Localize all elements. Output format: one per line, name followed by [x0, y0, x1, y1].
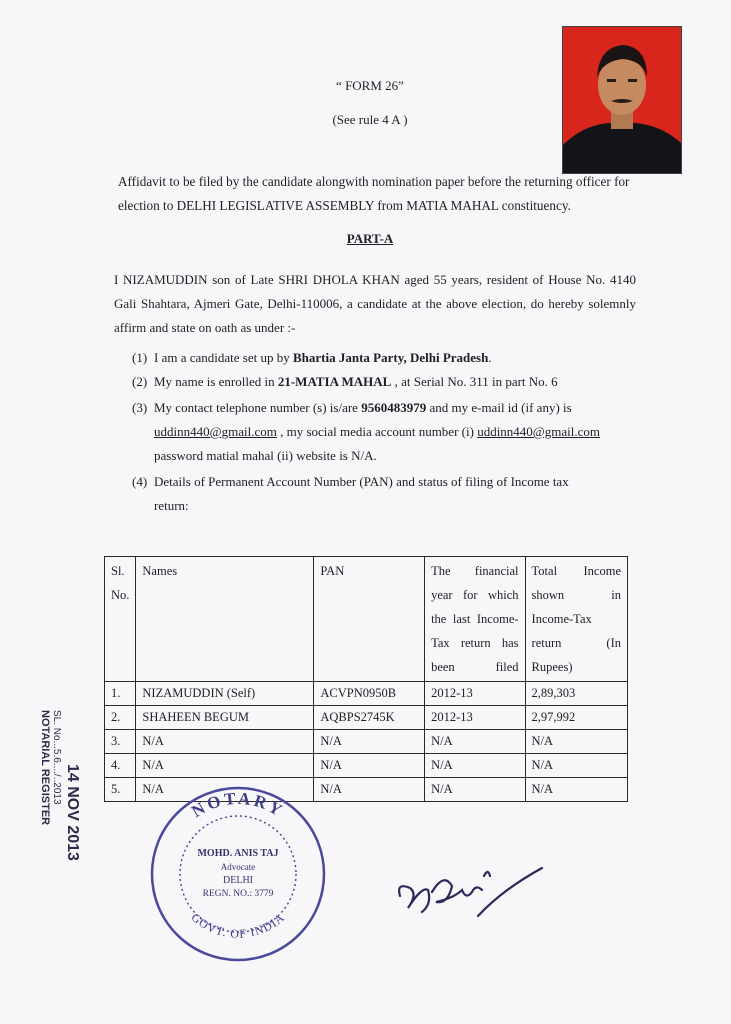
- cell-pan: N/A: [314, 754, 425, 778]
- social-media-link[interactable]: uddinn440@gmail.com: [477, 424, 601, 439]
- cell-name: N/A: [136, 754, 314, 778]
- col-sl-no: Sl. No.: [105, 557, 136, 682]
- party-name: Bhartia Janta Party, Delhi Pradesh: [292, 350, 489, 365]
- pan-details-table: [104, 556, 628, 802]
- list-item: (3) My contact telephone number (s) is/are 9560483979 and my e-mail id (if any) is: [132, 396, 632, 420]
- cell-sl: 5.: [105, 778, 136, 802]
- form-title: “ FORM 26”: [336, 78, 404, 93]
- cell-name: SHAHEEN BEGUM: [136, 706, 314, 730]
- candidate-photo: [562, 26, 682, 174]
- cell-income: 2,97,992: [525, 706, 627, 730]
- register-title: NOTARIAL REGISTER: [39, 710, 51, 826]
- table-row: [105, 706, 628, 730]
- seal-bottom-text: GOVT. OF INDIA: [188, 910, 288, 941]
- cell-sl: 2.: [105, 706, 136, 730]
- register-serial: SL. No...5.6..../..2013: [51, 710, 62, 805]
- cell-pan: ACVPN0950B: [314, 682, 425, 706]
- item-number: (3): [132, 400, 148, 415]
- item-number: (4): [132, 474, 148, 489]
- cell-year: N/A: [425, 730, 525, 754]
- cell-sl: 1.: [105, 682, 136, 706]
- cell-income: 2,89,303: [525, 682, 627, 706]
- cell-income: N/A: [525, 730, 627, 754]
- list-item-continuation: return:: [154, 498, 189, 513]
- cell-sl: 4.: [105, 754, 136, 778]
- list-item-continuation: password matial mahal (ii) website is N/A.: [154, 448, 377, 463]
- email-link[interactable]: uddinn440@gmail.com: [154, 424, 277, 439]
- register-date: 14 NOV 2013: [64, 764, 81, 861]
- part-heading: PART-A: [346, 231, 394, 246]
- constituency-name: 21-MATIA MAHAL: [277, 374, 392, 389]
- cell-year: 2012-13: [425, 682, 525, 706]
- cell-name: N/A: [136, 778, 314, 802]
- svg-text:GOVT. OF INDIA: [189, 910, 288, 941]
- signature-mark: [392, 846, 552, 926]
- cell-income: N/A: [525, 778, 627, 802]
- cell-name: N/A: [136, 730, 314, 754]
- cell-sl: 3.: [105, 730, 136, 754]
- col-financial-year: The financial year for which the last Income-Tax return has been filed: [425, 557, 525, 682]
- col-pan: PAN: [314, 557, 425, 682]
- item-number: (1): [132, 350, 148, 365]
- cell-pan: AQBPS2745K: [314, 706, 425, 730]
- cell-year: 2012-13: [425, 706, 525, 730]
- svg-text:NOTARY: [188, 789, 288, 821]
- list-item: (4) Details of Permanent Account Number (PAN) and status of filing of Income tax: [132, 470, 632, 494]
- item-number: (2): [132, 374, 148, 389]
- table-header-row: [105, 557, 628, 682]
- seal-top-text: NOTARY: [188, 788, 288, 822]
- seal-city: DELHI: [223, 875, 253, 886]
- notarial-register-stamp: [32, 700, 81, 900]
- list-item: (2) My name is enrolled in 21-MATIA MAHAL , at Serial No. 311 in part No. 6: [132, 370, 632, 394]
- seal-name: MOHD. ANIS TAJ: [197, 848, 279, 859]
- phone-number: 9560483979: [361, 400, 427, 415]
- notary-seal: [146, 782, 330, 966]
- table-row: [105, 754, 628, 778]
- list-item-continuation: uddinn440@gmail.com , my social media account number (i) uddinn440@gmail.com: [154, 424, 601, 439]
- list-item: (1) I am a candidate set up by Bhartia Janta Party, Delhi Pradesh.: [132, 346, 632, 370]
- cell-pan: N/A: [314, 778, 425, 802]
- seal-role: Advocate: [220, 862, 256, 872]
- table-row: [105, 730, 628, 754]
- cell-year: N/A: [425, 754, 525, 778]
- seal-registration: REGN. NO.: 3779: [202, 889, 274, 899]
- col-names: Names: [136, 557, 314, 682]
- cell-name: NIZAMUDDIN (Self): [136, 682, 314, 706]
- cell-pan: N/A: [314, 730, 425, 754]
- col-total-income: Total Income shown in Income-Tax return (In Rupees): [525, 557, 627, 682]
- cell-income: N/A: [525, 754, 627, 778]
- table-row: [105, 682, 628, 706]
- declaration-text: I NIZAMUDDIN son of Late SHRI DHOLA KHAN aged 55 years, resident of House No. 4140 Gali Shahtara, Ajmeri Gate, Delhi-110006, a candidate at the above election, do hereby solemnly affirm and state on oath as under :-: [114, 272, 636, 335]
- affidavit-intro: Affidavit to be filed by the candidate alongwith nomination paper before the returning officer for election to DELHI LEGISLATIVE ASSEMBLY from MATIA MAHAL constituency.: [118, 174, 630, 213]
- cell-year: N/A: [425, 778, 525, 802]
- rule-reference: (See rule 4 A ): [332, 112, 408, 127]
